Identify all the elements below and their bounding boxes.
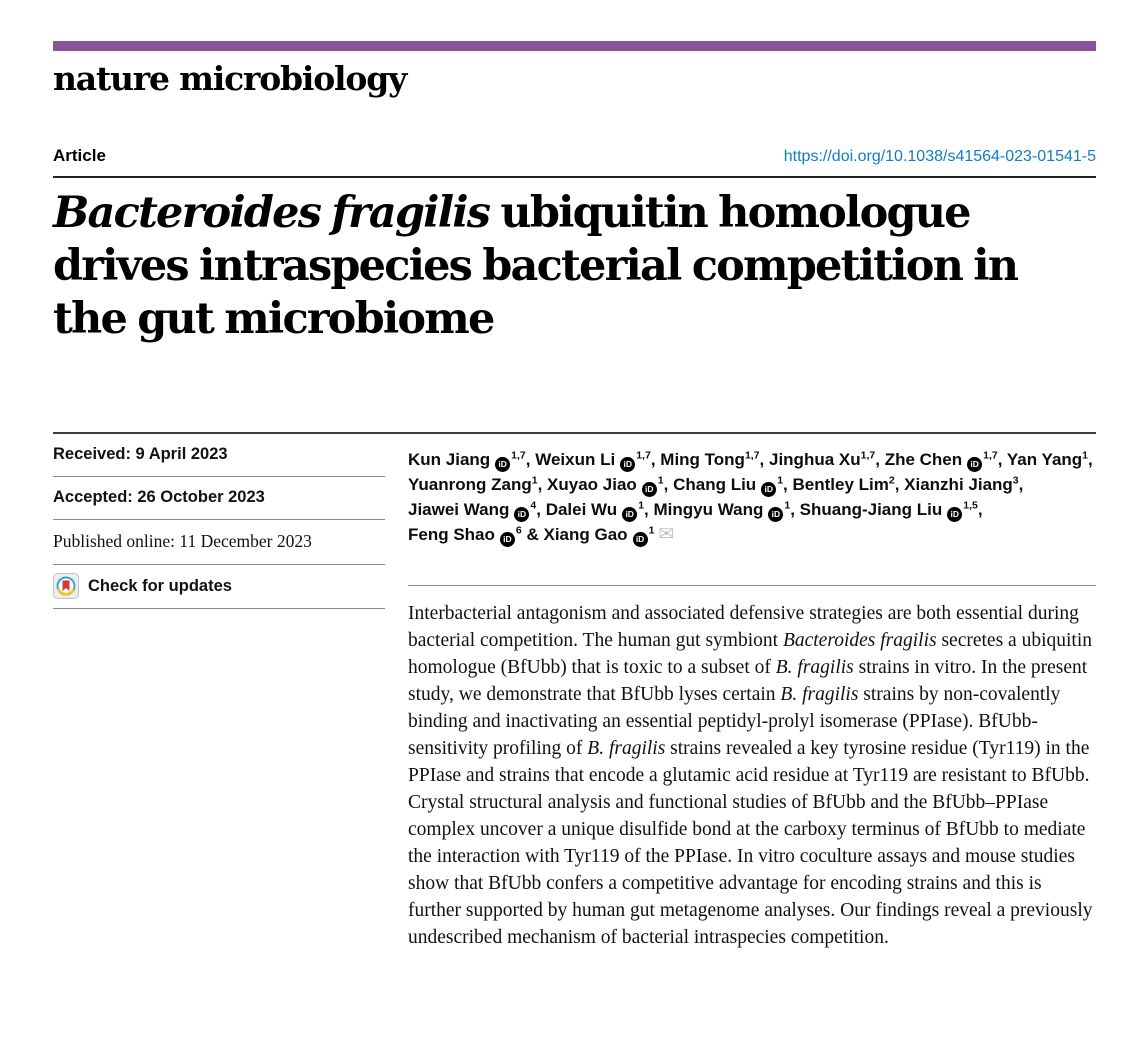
author-line xyxy=(408,447,1096,472)
author-name: Xuyao Jiao xyxy=(547,475,637,494)
article-header-row xyxy=(53,146,1096,166)
orcid-icon[interactable]: iD xyxy=(514,507,529,522)
email-icon[interactable]: ✉ xyxy=(658,524,675,545)
abstract-segment-italic: Bacteroides fragilis xyxy=(782,630,937,651)
content-columns xyxy=(53,432,1096,951)
author-separator: , xyxy=(663,475,674,494)
author-list xyxy=(408,434,1096,547)
affiliation-superscript: 1,7 xyxy=(636,449,651,462)
article-metadata-column xyxy=(53,434,385,951)
orcid-icon[interactable]: iD xyxy=(633,532,648,547)
abstract-segment-italic: B. fragilis xyxy=(780,684,859,705)
abstract-segment: secretes a ubiquitin homologue (BfUbb) that is toxic to a subset of xyxy=(408,630,1092,678)
author-separator: , xyxy=(977,500,983,519)
article-type-label: Article xyxy=(53,146,106,165)
affiliation-superscript: 1 xyxy=(657,474,664,487)
check-for-updates-button[interactable] xyxy=(53,565,385,609)
affiliation-superscript: 6 xyxy=(515,524,522,537)
author-name: Chang Liu xyxy=(673,475,757,494)
author-separator: , xyxy=(536,500,546,519)
doi-link[interactable]: https://doi.org/10.1038/s41564-023-01541-5 xyxy=(783,148,1096,165)
accepted-date: Accepted: 26 October 2023 xyxy=(53,477,385,520)
author-name: Dalei Wu xyxy=(545,500,618,519)
author-name: Yuanrong Zang xyxy=(408,475,532,494)
affiliation-superscript: 1 xyxy=(531,474,538,487)
author-separator: , xyxy=(875,450,885,469)
author-name: Xiang Gao xyxy=(543,525,628,544)
author-name: Feng Shao xyxy=(408,525,495,544)
author-name: Jiawei Wang xyxy=(408,500,510,519)
crossmark-icon xyxy=(53,573,79,599)
abstract-segment-italic: B. fragilis xyxy=(587,738,666,759)
author-separator: , xyxy=(644,500,654,519)
author-separator: , xyxy=(783,475,793,494)
affiliation-superscript: 1,7 xyxy=(511,449,526,462)
abstract-text xyxy=(408,586,1096,951)
author-separator: , xyxy=(537,475,548,494)
author-name: Shuang-Jiang Liu xyxy=(799,500,943,519)
author-name: Kun Jiang xyxy=(408,450,491,469)
author-separator: & xyxy=(521,525,544,544)
orcid-icon[interactable]: iD xyxy=(761,482,776,497)
author-name: Jinghua Xu xyxy=(769,450,861,469)
abstract-segment-italic: B. fragilis xyxy=(775,657,854,678)
author-name: Mingyu Wang xyxy=(653,500,764,519)
affiliation-superscript: 1,7 xyxy=(983,449,998,462)
author-separator: , xyxy=(759,450,769,469)
affiliation-superscript: 1,7 xyxy=(860,449,876,462)
affiliation-superscript: 1 xyxy=(648,524,655,537)
author-line xyxy=(408,522,1096,547)
affiliation-superscript: 1 xyxy=(638,499,645,512)
author-separator: , xyxy=(894,475,905,494)
author-name: Zhe Chen xyxy=(884,450,963,469)
author-separator: , xyxy=(1018,475,1024,494)
orcid-icon[interactable]: iD xyxy=(495,457,510,472)
orcid-icon[interactable]: iD xyxy=(620,457,635,472)
page-title xyxy=(53,187,1096,346)
affiliation-superscript: 1 xyxy=(777,474,784,487)
author-separator: , xyxy=(997,450,1007,469)
abstract-segment: Interbacterial antagonism and associated defensive strategies are both essential during bacterial competition. The human gut symbiont xyxy=(408,603,1079,651)
abstract-segment: strains in vitro. In the present study, we demonstrate that BfUbb lyses certain xyxy=(408,657,1088,705)
author-name: Weixun Li xyxy=(535,450,616,469)
affiliation-superscript: 3 xyxy=(1012,474,1019,487)
header-divider xyxy=(53,176,1096,178)
abstract-segment: strains revealed a key tyrosine residue (Tyr119) in the PPIase and strains that encode a glutamic acid residue at Tyr119 are resistant to BfUbb. Crystal structural analysis and functional studies of BfUbb and the BfUbb–PPIase complex uncover a unique disulfide bond at the carboxy terminus of BfUbb to mediate the interaction with Tyr119 of the PPIase. In vitro coculture assays and mouse studies show that BfUbb confers a competitive advantage for encoding strains and this is further supported by human gut metagenome analyses. Our findings reveal a previously undescribed mechanism of bacterial intraspecies competition. xyxy=(408,738,1093,948)
check-for-updates-label: Check for updates xyxy=(88,576,232,595)
orcid-icon[interactable]: iD xyxy=(622,507,637,522)
author-name: Ming Tong xyxy=(660,450,745,469)
orcid-icon[interactable]: iD xyxy=(947,507,962,522)
author-line xyxy=(408,472,1096,497)
affiliation-superscript: 1,7 xyxy=(744,449,760,462)
author-name: Yan Yang xyxy=(1006,450,1083,469)
title-rest: ubiquitin homologue drives intraspecies bacterial competition in the gut microbiome xyxy=(53,188,1018,344)
orcid-icon[interactable]: iD xyxy=(500,532,515,547)
received-date: Received: 9 April 2023 xyxy=(53,434,385,477)
orcid-icon[interactable]: iD xyxy=(768,507,783,522)
journal-logo: nature microbiology xyxy=(53,59,407,98)
article-main-column xyxy=(408,434,1096,951)
author-name: Bentley Lim xyxy=(792,475,889,494)
author-name: Xianzhi Jiang xyxy=(904,475,1013,494)
author-separator: , xyxy=(650,450,661,469)
orcid-icon[interactable]: iD xyxy=(642,482,657,497)
affiliation-superscript: 1,5 xyxy=(963,499,978,512)
affiliation-superscript: 2 xyxy=(888,474,895,487)
author-line xyxy=(408,497,1096,522)
journal-brand-bar xyxy=(53,41,1096,51)
orcid-icon[interactable]: iD xyxy=(967,457,982,472)
affiliation-superscript: 1 xyxy=(1082,449,1089,462)
affiliation-superscript: 1 xyxy=(784,499,791,512)
title-species-italic: Bacteroides fragilis xyxy=(53,188,490,238)
abstract-segment: strains by non-covalently binding and inactivating an essential peptidyl-prolyl isomerase (PPIase). BfUbb-sensitivity profiling of xyxy=(408,684,1061,759)
affiliation-superscript: 4 xyxy=(530,499,537,512)
author-separator: , xyxy=(1088,450,1093,469)
author-separator: , xyxy=(525,450,536,469)
published-date: Published online: 11 December 2023 xyxy=(53,520,385,565)
author-separator: , xyxy=(790,500,800,519)
